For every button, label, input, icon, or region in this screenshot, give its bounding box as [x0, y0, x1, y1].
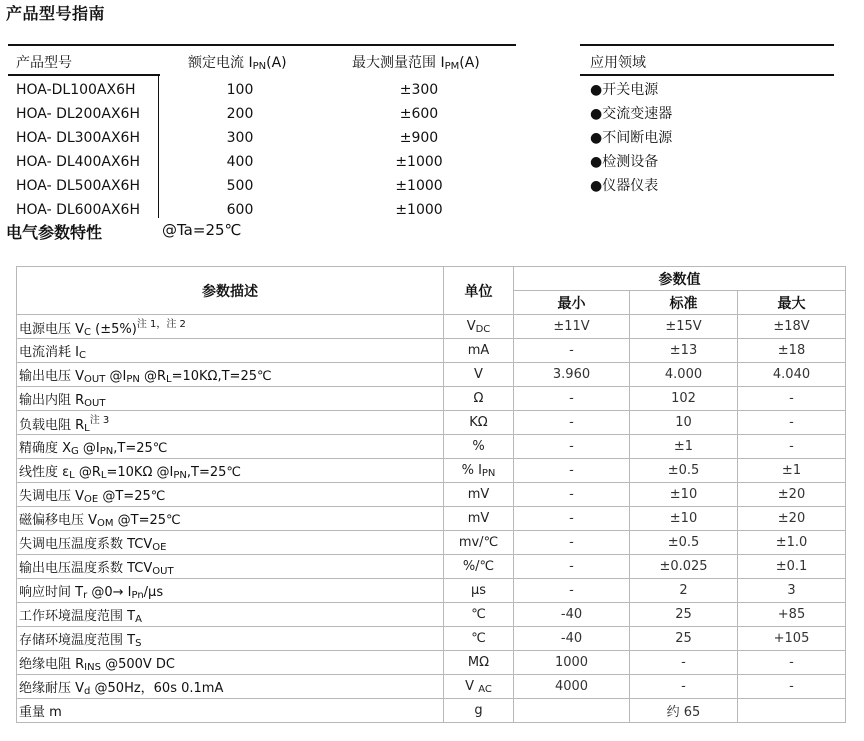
spec-typ: 约 65: [630, 699, 738, 723]
spec-desc-part: OE: [84, 493, 99, 505]
spec-unit-part: μs: [470, 583, 487, 598]
spec-min: -40: [514, 603, 630, 627]
spec-desc-part: 重量 m: [19, 705, 62, 720]
spec-desc-part: PN: [126, 373, 140, 385]
spec-unit-part: mv/℃: [458, 535, 499, 550]
spec-max: 3: [738, 579, 846, 603]
spec-unit: [444, 603, 514, 627]
spec-row: [17, 387, 846, 411]
spec-min: -: [514, 531, 630, 555]
spec-unit-part: MΩ: [467, 655, 490, 670]
spec-table-body: [17, 315, 846, 723]
rated-header-sub: PN: [252, 61, 267, 72]
spec-unit: [444, 531, 514, 555]
spec-unit-part: ℃: [471, 631, 486, 646]
model-cell-range: ±300: [399, 82, 439, 98]
spec-typ: -: [630, 675, 738, 699]
spec-typ: ±10: [630, 483, 738, 507]
spec-typ: ±10: [630, 507, 738, 531]
spec-desc: [17, 699, 444, 723]
spec-unit-part: % I: [461, 462, 482, 478]
model-table-header-rule: [8, 74, 160, 76]
spec-desc-part: @500V DC: [100, 656, 176, 672]
spec-desc-part: @0→ I: [87, 584, 132, 600]
spec-unit-part: DC: [475, 323, 491, 335]
max-header: 最大: [738, 291, 846, 315]
spec-table: [16, 266, 846, 723]
model-cell-rated: 300: [226, 130, 254, 146]
spec-row: [17, 483, 846, 507]
spec-max: ±20: [738, 483, 846, 507]
spec-desc-part: OUT: [152, 565, 174, 577]
spec-desc-part: @R: [74, 464, 101, 480]
application-item: ●不间断电源: [590, 130, 673, 146]
spec-desc: [17, 435, 444, 459]
spec-typ: ±1: [630, 435, 738, 459]
spec-min: -: [514, 339, 630, 363]
spec-desc-part: @T=25℃: [98, 488, 166, 504]
spec-unit-part: AC: [478, 683, 492, 695]
range-header-text: 最大测量范围 I: [352, 55, 445, 71]
spec-typ: 2: [630, 579, 738, 603]
spec-unit-part: PN: [481, 467, 496, 479]
spec-unit-part: g: [474, 703, 483, 718]
model-cell-rated: 600: [226, 202, 254, 218]
application-item: ●仪器仪表: [590, 178, 659, 194]
spec-unit: [444, 507, 514, 531]
spec-max: -: [738, 675, 846, 699]
spec-unit: [444, 651, 514, 675]
spec-desc-part: C: [84, 327, 92, 338]
spec-min: -: [514, 459, 630, 483]
spec-desc-part: d: [84, 685, 91, 697]
spec-row: [17, 699, 846, 723]
typ-header: 标准: [630, 291, 738, 315]
spec-max: +105: [738, 627, 846, 651]
spec-desc-part: 磁偏移电压 V: [19, 512, 98, 528]
spec-desc-part: 绝缘电阻 R: [19, 656, 85, 672]
model-cell-model: HOA- DL600AX6H: [16, 202, 140, 218]
values-header: 参数值: [514, 267, 846, 291]
spec-condition: @Ta=25℃: [162, 221, 242, 239]
model-cell-rated: 400: [226, 154, 254, 170]
spec-row: [17, 411, 846, 435]
spec-max: ±18V: [738, 315, 846, 339]
spec-max: -: [738, 651, 846, 675]
spec-desc-part: G: [71, 445, 79, 457]
spec-desc: [17, 411, 444, 435]
spec-desc-part: INS: [84, 661, 101, 673]
spec-min: ±11V: [514, 315, 630, 339]
spec-desc: [17, 315, 444, 339]
spec-min: -: [514, 555, 630, 579]
spec-desc-part: ,T=25℃: [186, 464, 241, 480]
spec-min: 3.960: [514, 363, 630, 387]
spec-desc-part: 电流消耗 I: [19, 344, 79, 360]
spec-desc-part: (±5%): [91, 322, 137, 337]
spec-desc: [17, 459, 444, 483]
spec-typ: -: [630, 651, 738, 675]
spec-unit-part: KΩ: [469, 415, 488, 430]
rated-header-text: 额定电流 I: [188, 55, 253, 71]
spec-desc-part: @I: [78, 440, 100, 456]
spec-desc-part: 失调电压 V: [19, 488, 85, 504]
spec-desc: [17, 531, 444, 555]
model-cell-rated: 200: [226, 106, 254, 122]
spec-desc: [17, 675, 444, 699]
spec-max: -: [738, 435, 846, 459]
spec-desc-part: ,T=25℃: [113, 440, 168, 456]
spec-desc-part: 注 1，注 2: [136, 319, 186, 330]
spec-desc: [17, 627, 444, 651]
spec-row: [17, 363, 846, 387]
model-cell-range: ±1000: [395, 178, 443, 194]
application-item: ●检测设备: [590, 154, 659, 170]
spec-unit: [444, 411, 514, 435]
spec-max: -: [738, 411, 846, 435]
spec-desc-part: 输出内阻 R: [19, 392, 85, 408]
spec-row: [17, 603, 846, 627]
spec-unit: [444, 483, 514, 507]
spec-typ: ±13: [630, 339, 738, 363]
spec-desc-part: 绝缘耐压 V: [19, 680, 85, 696]
model-cell-model: HOA- DL300AX6H: [16, 130, 140, 146]
spec-row: [17, 627, 846, 651]
spec-desc-part: /μs: [143, 584, 164, 600]
spec-unit: [444, 675, 514, 699]
spec-title: 电气参数特性: [6, 223, 103, 242]
spec-unit: [444, 699, 514, 723]
spec-max: [738, 699, 846, 723]
spec-row: [17, 459, 846, 483]
spec-min: -: [514, 411, 630, 435]
spec-max: 4.040: [738, 363, 846, 387]
spec-desc: [17, 579, 444, 603]
model-cell-range: ±600: [399, 106, 439, 122]
spec-min: 1000: [514, 651, 630, 675]
spec-unit-part: V: [465, 678, 479, 694]
spec-max: ±18: [738, 339, 846, 363]
spec-row: [17, 531, 846, 555]
spec-min: -: [514, 579, 630, 603]
spec-typ: 10: [630, 411, 738, 435]
application-header-rule: [580, 74, 834, 76]
spec-unit-part: mA: [467, 343, 490, 358]
spec-min: -40: [514, 627, 630, 651]
spec-desc-part: 存储环境温度范围 T: [19, 632, 136, 648]
spec-desc-part: L: [100, 469, 107, 481]
spec-desc-part: @I: [105, 368, 127, 384]
spec-max: ±1: [738, 459, 846, 483]
spec-unit: [444, 387, 514, 411]
spec-desc-part: 精确度 X: [19, 440, 72, 456]
spec-desc: [17, 363, 444, 387]
spec-unit: [444, 435, 514, 459]
spec-row: [17, 435, 846, 459]
spec-unit-part: %: [472, 439, 485, 454]
model-cell-model: HOA- DL400AX6H: [16, 154, 140, 170]
spec-desc-part: 负载电阻 R: [19, 418, 85, 433]
spec-unit-part: %/℃: [462, 559, 495, 574]
spec-desc-part: L: [84, 423, 90, 434]
spec-row: [17, 555, 846, 579]
model-col-header: 产品型号: [16, 55, 72, 71]
spec-typ: ±0.5: [630, 459, 738, 483]
spec-max: ±0.1: [738, 555, 846, 579]
spec-unit: [444, 315, 514, 339]
spec-desc-part: 失调电压温度系数 TCV: [19, 536, 153, 552]
spec-unit: [444, 363, 514, 387]
spec-desc: [17, 387, 444, 411]
spec-typ: 102: [630, 387, 738, 411]
spec-unit: [444, 579, 514, 603]
spec-desc-part: C: [78, 349, 86, 361]
spec-unit-part: V: [474, 367, 483, 382]
spec-desc-part: L: [166, 373, 172, 385]
spec-desc: [17, 603, 444, 627]
spec-desc-part: @50Hz，60s 0.1mA: [90, 680, 224, 696]
spec-desc-part: r: [83, 589, 88, 601]
application-item: ●开关电源: [590, 82, 659, 98]
spec-desc: [17, 507, 444, 531]
model-table-top-rule: [8, 44, 516, 46]
spec-desc-part: 响应时间 T: [19, 584, 84, 600]
spec-desc-part: @T=25℃: [113, 512, 181, 528]
range-header-sub: PM: [444, 61, 460, 72]
spec-min: -: [514, 507, 630, 531]
spec-row: [17, 339, 846, 363]
model-cell-rated: 100: [226, 82, 254, 98]
model-cell-range: ±1000: [395, 154, 443, 170]
model-cell-rated: 500: [226, 178, 254, 194]
model-cell-range: ±1000: [395, 202, 443, 218]
spec-desc-part: 注 3: [89, 415, 110, 426]
min-header: 最小: [514, 291, 630, 315]
rated-header-unit: (A): [266, 55, 287, 71]
spec-typ: 4.000: [630, 363, 738, 387]
spec-desc-part: 电源电压 V: [19, 322, 85, 337]
range-header-unit: (A): [459, 55, 480, 71]
spec-desc-part: OM: [97, 517, 114, 529]
desc-header: 参数描述: [17, 267, 444, 315]
spec-typ: ±0.5: [630, 531, 738, 555]
spec-min: -: [514, 387, 630, 411]
application-header: 应用领域: [590, 55, 646, 71]
spec-unit-part: mV: [467, 487, 490, 502]
spec-desc: [17, 555, 444, 579]
spec-desc-part: 工作环境温度范围 T: [19, 608, 136, 624]
spec-desc: [17, 339, 444, 363]
spec-desc-part: =10KΩ,T=25℃: [171, 368, 272, 384]
spec-typ: ±0.025: [630, 555, 738, 579]
rated-col-header: [188, 52, 287, 72]
spec-desc-part: PN: [99, 445, 114, 457]
spec-desc-part: @R: [139, 368, 166, 384]
model-cell-model: HOA- DL500AX6H: [16, 178, 140, 194]
spec-max: ±20: [738, 507, 846, 531]
spec-unit: [444, 459, 514, 483]
unit-header: 单位: [444, 267, 514, 315]
page-title: 产品型号指南: [6, 4, 106, 23]
spec-min: [514, 699, 630, 723]
spec-desc-part: L: [69, 469, 75, 481]
spec-desc-part: 输出电压温度系数 TCV: [19, 560, 153, 576]
spec-row: [17, 675, 846, 699]
spec-unit-part: mV: [467, 511, 490, 526]
spec-row: [17, 507, 846, 531]
spec-desc-part: A: [135, 613, 142, 625]
spec-unit: [444, 339, 514, 363]
model-cell-model: HOA-DL100AX6H: [16, 82, 136, 98]
spec-unit-part: Ω: [473, 391, 484, 406]
spec-desc-part: 输出电压 V: [19, 368, 85, 384]
spec-desc-part: OUT: [84, 373, 106, 385]
spec-unit: [444, 627, 514, 651]
spec-min: -: [514, 483, 630, 507]
spec-desc: [17, 483, 444, 507]
spec-desc-part: =10KΩ @I: [106, 464, 174, 480]
spec-unit: [444, 555, 514, 579]
spec-desc-part: OUT: [84, 397, 106, 409]
range-col-header: [352, 52, 480, 72]
spec-min: 4000: [514, 675, 630, 699]
application-item: ●交流变速器: [590, 106, 673, 122]
spec-typ: 25: [630, 603, 738, 627]
spec-min: -: [514, 435, 630, 459]
spec-desc-part: OE: [152, 541, 167, 553]
spec-row: [17, 651, 846, 675]
spec-row: [17, 579, 846, 603]
spec-max: +85: [738, 603, 846, 627]
spec-desc: [17, 651, 444, 675]
spec-desc-part: PN: [173, 469, 187, 481]
spec-typ: ±15V: [630, 315, 738, 339]
spec-desc-part: 线性度 ε: [19, 464, 70, 480]
model-cell-range: ±900: [399, 130, 439, 146]
model-cell-model: HOA- DL200AX6H: [16, 106, 140, 122]
spec-row: [17, 315, 846, 339]
spec-unit-part: V: [466, 318, 476, 334]
spec-max: ±1.0: [738, 531, 846, 555]
spec-unit-part: ℃: [471, 607, 486, 622]
spec-desc-part: Pn: [131, 589, 144, 601]
application-top-rule: [580, 44, 834, 46]
spec-desc-part: S: [135, 637, 142, 649]
spec-max: -: [738, 387, 846, 411]
model-table-divider: [158, 74, 159, 218]
spec-typ: 25: [630, 627, 738, 651]
